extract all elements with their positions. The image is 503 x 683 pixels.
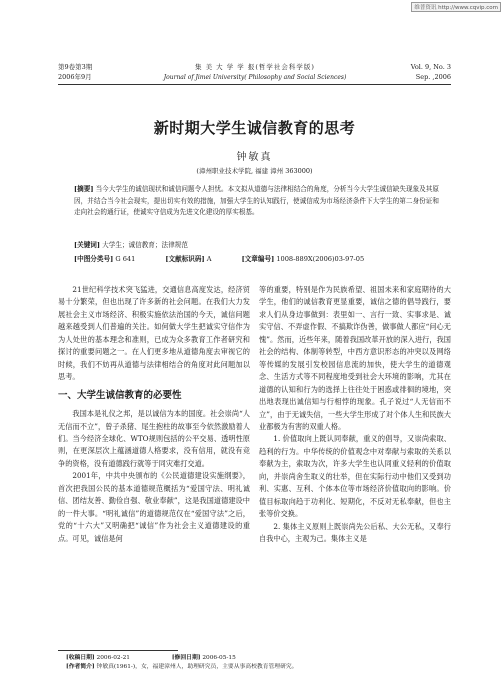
clc-label: [中图分类号] bbox=[74, 255, 114, 263]
revised-label: [修回日期] bbox=[171, 655, 201, 661]
article-no-item bbox=[242, 255, 365, 263]
footnote-dates bbox=[66, 654, 451, 663]
body-paragraph: 我国本是礼仪之邦，是以诚信为本的国度。社会崇尚“人无信而不立”，曾子杀猪、尾生抱柱的故事至今依然激励着人们。当今经济全球化、WTO规则包括的公平交易、透明性原则，在更深层次上蕴涵道德人格要求，没有信用，就没有竞争的资格，没有道德践行就等于同灾难打交道。 bbox=[58, 409, 250, 468]
doc-code-value: A bbox=[206, 255, 212, 263]
revised-date: 2006-05-15 bbox=[202, 655, 236, 661]
article-title: 新时期大学生诚信教育的思考 bbox=[153, 119, 356, 137]
author-affiliation: (漳州职业技术学院, 福建 漳州 363000) bbox=[196, 167, 313, 175]
abstract-text: 当今大学生的诚信现状和诚信问题令人担忧。本文拟从道德与法律相结合的角度，分析当今大学生诚信缺失现象及其原因，并结合当今社会现实，提出切实有效的措施，加强大学生的认知践行，使诚信成为市场经济条件下大学生的第二身份证和走向社会的通行证，使诚实守信成为先进文化建设的厚实根基。 bbox=[74, 185, 439, 216]
left-column bbox=[58, 284, 250, 545]
article-no-label: [文章编号] bbox=[241, 255, 275, 263]
clc-value: G 641 bbox=[115, 255, 136, 263]
date-cn: 2006年9月 bbox=[58, 73, 92, 81]
body-paragraph: 21世纪科学技术突飞猛进，交通信息高度发达，经济贸易十分繁荣，但也出现了许多新的社会问题。在我们大力发展社会主义市场经济、积极实施依法治国的今天，诚信问题越来越受到人们普遍的关注。如何做大学生把诚实守信作为为人处世的基本理念和准则，已成为众多教育工作者研究和探讨的重要问题之一。在人们更多地从道德角度去审视它的时候，我们不妨再从道德与法律相结合的角度对此问题加以思考。 bbox=[58, 285, 250, 382]
footnote-rule bbox=[58, 650, 178, 651]
article-no-value: 1008-889X(2006)03-97-05 bbox=[276, 255, 365, 263]
author-info-label: [作者简介] bbox=[66, 664, 95, 670]
keywords-label: [关键词] bbox=[74, 241, 101, 249]
author-name: 钟敏真 bbox=[236, 152, 273, 163]
received-date: 2006-02-21 bbox=[96, 655, 130, 661]
header-rule bbox=[58, 84, 451, 85]
date-en: Sep. ,2006 bbox=[415, 73, 451, 81]
body-paragraph: 2. 集体主义原则上既崇尚先公后私、大公无私，又奉行自我中心，主观为己。集体主义是 bbox=[259, 521, 451, 544]
keywords bbox=[74, 239, 188, 249]
doc-code-label: [文献标识码] bbox=[165, 255, 205, 263]
volume-cn: 第9卷第3期 bbox=[58, 63, 93, 71]
journal-title-cn: 集 美 大 学 学 报(哲学社会科学版) bbox=[195, 63, 315, 71]
body-paragraph: 等的重要，特别是作为民族希望、祖国未来和家庭期待的大学生，他们的诚信教育更显重要，诚信之德的倡导践行，要求人们从身边事做到：表里如一、言行一致、实事求是、诚实守信、不弄虚作假、不搞欺诈伪善，做事做人都应“问心无愧”。然而，近些年来，随着我国改革开放的深入进行，我国社会的结构、体制等转型，中西方意识形态的冲突以及网络等传媒的发展引发校园信息流的加快，使大学生的道德观念、生活方式等不同程度地受到社会大环境的影响，尤其在道德的认知和行为的选择上往往处于困惑或徘徊的境地，突出地表现出诚信知与行相悖的现象。孔子说过“人无信而不立”，由于无诚失信，一些大学生形成了对个体人生和民族大业都极为有害的双重人格。 bbox=[259, 285, 451, 431]
watermark: 维普资讯 http://www.cqvip.com bbox=[411, 2, 501, 12]
footnote-author bbox=[66, 663, 451, 672]
body-paragraph: 1. 价值取向上既认同奉献，重义的倡导，又崇尚索取、趋利的行为。中华传统的价值观念中对奉献与索取的关系以奉献为主，索取为次，许多大学生也认同重义轻利的价值取向，并崇尚舍生取义的壮举，但在实际行动中他们又受到功利、实惠、互利、个体本位等市场经济价值取向的影响。价值目标取向趋于功利化、短期化，不反对无私奉献，但也主张等价交换。 bbox=[259, 434, 451, 519]
doc-code-item bbox=[165, 255, 211, 263]
body-paragraph: 2001年，中共中央颁布的《公民道德建设实施纲要》，首次把我国公民的基本道德规范概括为“爱国守法、明礼诚信、团结友善、勤俭自强、敬业奉献”，这是我国道德建设中的一件大事。“明礼诚信”的道德规范仅在“爱国守法”之后，党的“十六大”又明确把“诚信”作为社会主义道德建设的重点。可见，诚信是何 bbox=[58, 471, 250, 543]
volume-en: Vol. 9, No. 3 bbox=[410, 63, 451, 71]
abstract bbox=[74, 184, 439, 219]
received-label: [收稿日期] bbox=[66, 655, 95, 661]
classification-line bbox=[74, 253, 439, 263]
keywords-text: 大学生；诚信教育；法律规范 bbox=[102, 241, 188, 249]
right-column bbox=[259, 284, 451, 546]
journal-title-en: Journal of Jimei University( Philosophy and Social Sciences) bbox=[163, 74, 347, 81]
section-heading: 一、大学生诚信教育的必要性 bbox=[58, 389, 182, 401]
clc-item bbox=[74, 255, 135, 263]
abstract-label: [摘要] bbox=[74, 185, 94, 193]
author-info-text: 钟敏真(1961-)，女，福建漳州人，助理研究员，主要从事高校教育管理研究。 bbox=[96, 664, 298, 670]
